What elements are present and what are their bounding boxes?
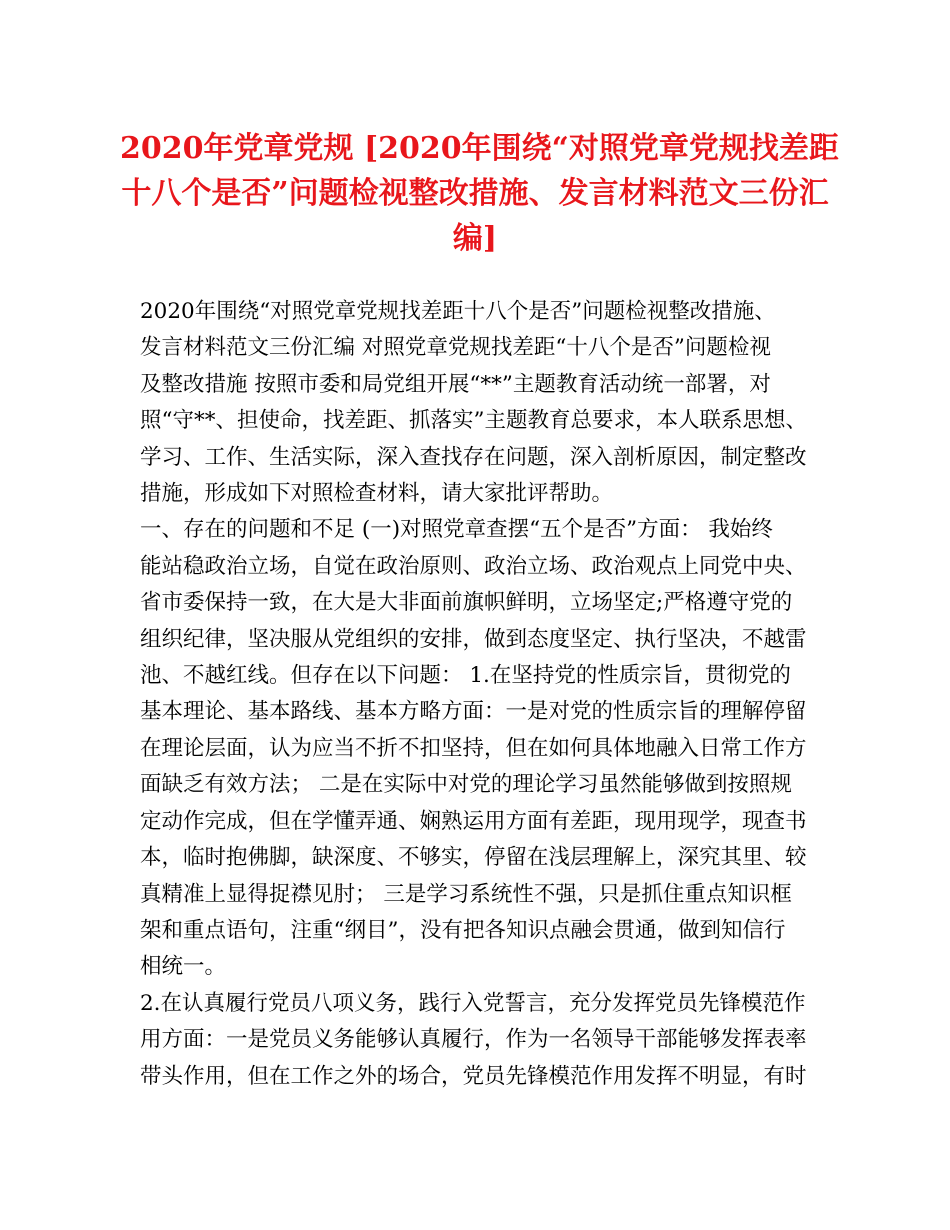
body-line: 2020年围绕“对照党章党规找差距十八个是否”问题检视整改措施、 bbox=[140, 299, 776, 324]
body-line: 真精准上显得捉襟见肘； 三是学习系统性不强，只是抓住重点知识框 bbox=[140, 881, 792, 907]
body-line: 及整改措施 按照市委和局党组开展“**”主题教育活动统一部署，对 bbox=[140, 371, 771, 397]
body-line: 本，临时抱佛脚，缺深度、不够实，停留在浅层理解上，深究其里、较 bbox=[140, 845, 807, 871]
body-line: 措施，形成如下对照检查材料，请大家批评帮助。 bbox=[140, 481, 614, 507]
body-line: 基本理论、基本路线、基本方略方面：一是对党的性质宗旨的理解停留 bbox=[140, 699, 807, 725]
body-line: 相统一。 bbox=[140, 954, 227, 980]
body-line: 省市委保持一致，在大是大非面前旗帜鲜明，立场坚定;严格遵守党的 bbox=[140, 590, 793, 616]
body-line: 定动作完成，但在学懂弄通、娴熟运用方面有差距，现用现学，现查书 bbox=[140, 808, 807, 834]
body-line: 一、存在的问题和不足 (一)对照党章查摆“五个是否”方面： 我始终 bbox=[140, 517, 773, 543]
body-line: 组织纪律，坚决服从党组织的安排，做到态度坚定、执行坚决，不越雷 bbox=[140, 626, 807, 652]
document-title bbox=[120, 126, 839, 261]
body-line: 带头作用，但在工作之外的场合，党员先锋模范作用发挥不明显，有时 bbox=[140, 1063, 807, 1089]
body-line: 架和重点语句，注重“纲目”，没有把各知识点融会贯通，做到知信行 bbox=[140, 917, 786, 943]
body-line: 2.在认真履行党员八项义务，践行入党誓言，充分发挥党员先锋模范作 bbox=[140, 990, 806, 1016]
body-line: 能站稳政治立场，自觉在政治原则、政治立场、政治观点上同党中央、 bbox=[140, 553, 807, 579]
body-line: 面缺乏有效方法； 二是在实际中对党的理论学习虽然能够做到按照规 bbox=[140, 772, 792, 798]
body-line: 发言材料范文三份汇编 对照党章党规找差距“十八个是否”问题检视 bbox=[140, 335, 771, 361]
body-line: 用方面：一是党员义务能够认真履行，作为一名领导干部能够发挥表率 bbox=[140, 1027, 807, 1053]
body-line: 照“守**、担使命，找差距、抓落实”主题教育总要求，本人联系思想、 bbox=[140, 408, 807, 434]
document-body bbox=[140, 294, 840, 1095]
body-line: 学习、工作、生活实际，深入查找存在问题，深入剖析原因，制定整改 bbox=[140, 444, 807, 470]
body-line: 在理论层面，认为应当不折不扣坚持，但在如何具体地融入日常工作方 bbox=[140, 735, 807, 761]
title-line: 编] bbox=[452, 221, 498, 256]
title-line: 十八个是否”问题检视整改措施、发言材料范文三份汇 bbox=[121, 176, 829, 211]
body-line: 池、不越红线。但存在以下问题： 1.在坚持党的性质宗旨，贯彻党的 bbox=[140, 663, 791, 689]
title-line: 2020年党章党规 [2020年围绕“对照党章党规找差距 bbox=[120, 131, 839, 166]
